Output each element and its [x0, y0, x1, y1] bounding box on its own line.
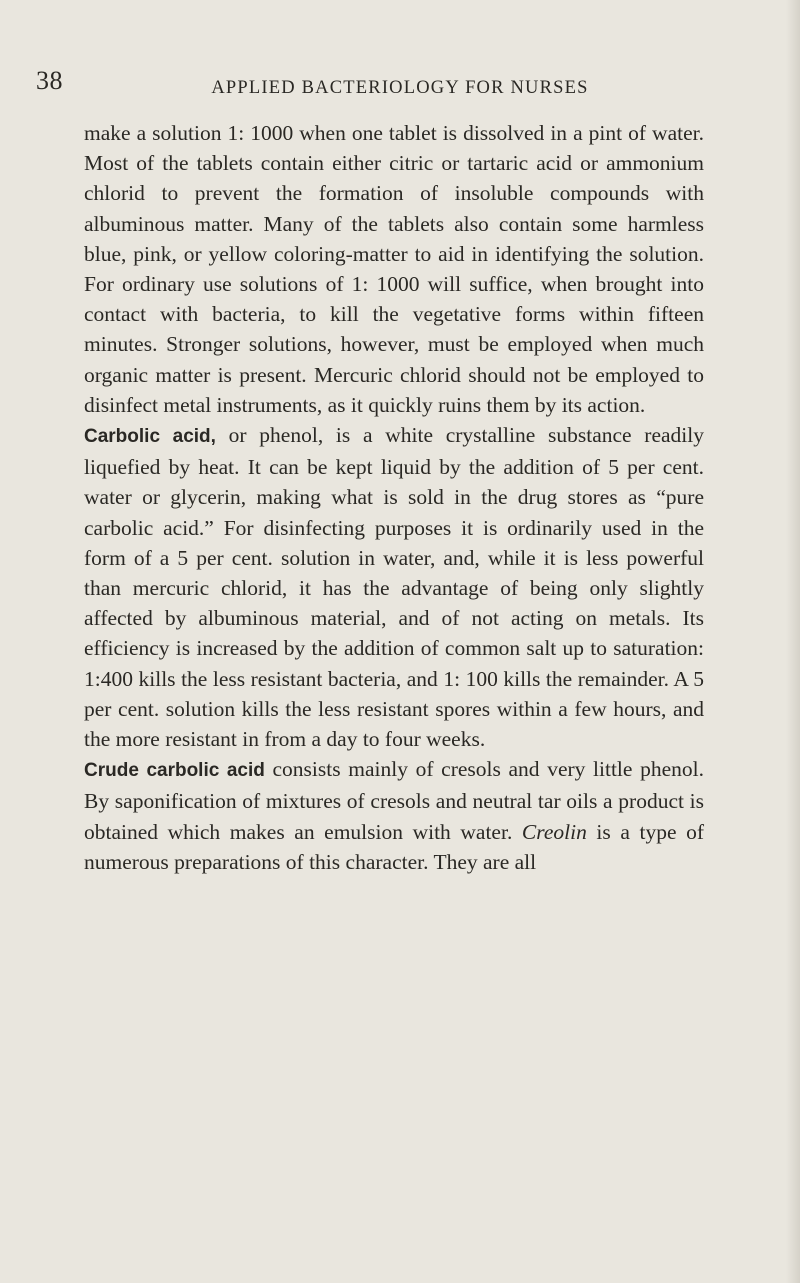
page-number: 38: [36, 66, 63, 95]
page-body: [84, 118, 704, 877]
running-head-title: APPLIED BACTERIOLOGY FOR NURSES: [211, 78, 589, 98]
paragraph-mercuric-chlorid: make a solution 1: 1000 when one tablet is dissolved in a pint of water. Most of the tablets contain either citric or tartaric acid or ammonium chlorid to prevent the formation of insoluble compounds with albuminous matter. Many of the tablets also contain some harmless blue, pink, or yellow coloring-matter to aid in identifying the solution. For ordinary use solutions of 1: 1000 will suffice, when brought into contact with bacteria, to kill the vegetative forms within fifteen minutes. Stronger solutions, however, must be employed when much organic matter is present. Mercuric chlorid should not be employed to disinfect metal instruments, as it quickly ruins them by its action.: [84, 121, 704, 417]
page-edge-shadow: [786, 0, 800, 1283]
paragraph-crude-carbolic-acid: [84, 754, 704, 877]
paragraph-carbolic-acid: [84, 420, 704, 754]
term-carbolic-acid: Carbolic acid,: [84, 426, 216, 448]
paragraph-carbolic-acid-text: or phenol, is a white crystalline substance readily liquefied by heat. It can be kept liquid by the addition of 5 per cent. water or glycerin, making what is sold in the drug stores as “pure carbolic acid.” For disinfecting purposes it is ordinarily used in the form of a 5 per cent. solution in water, and, while it is less powerful than mercuric chlorid, it has the advantage of being only slightly affected by albuminous material, and of not acting on metals. Its efficiency is increased by the addition of common salt up to saturation: 1:400 kills the less resistant bacteria, and 1: 100 kills the remainder. A 5 per cent. solution kills the less resistant spores within a few hours, and the more resistant in from a day to four weeks.: [84, 423, 704, 752]
term-creolin: Creolin: [521, 819, 587, 844]
paragraph-crude-carbolic-text-b: is a type of numerous preparations of this character. They are all: [84, 819, 705, 874]
term-crude-carbolic-acid: Crude carbolic acid: [84, 760, 265, 782]
paragraph-crude-carbolic-text-a: consists mainly of cresols and very little phenol. By saponification of mixtures of cresols and neutral tar oils a product is obtained which makes an emulsion with water.: [84, 757, 704, 844]
